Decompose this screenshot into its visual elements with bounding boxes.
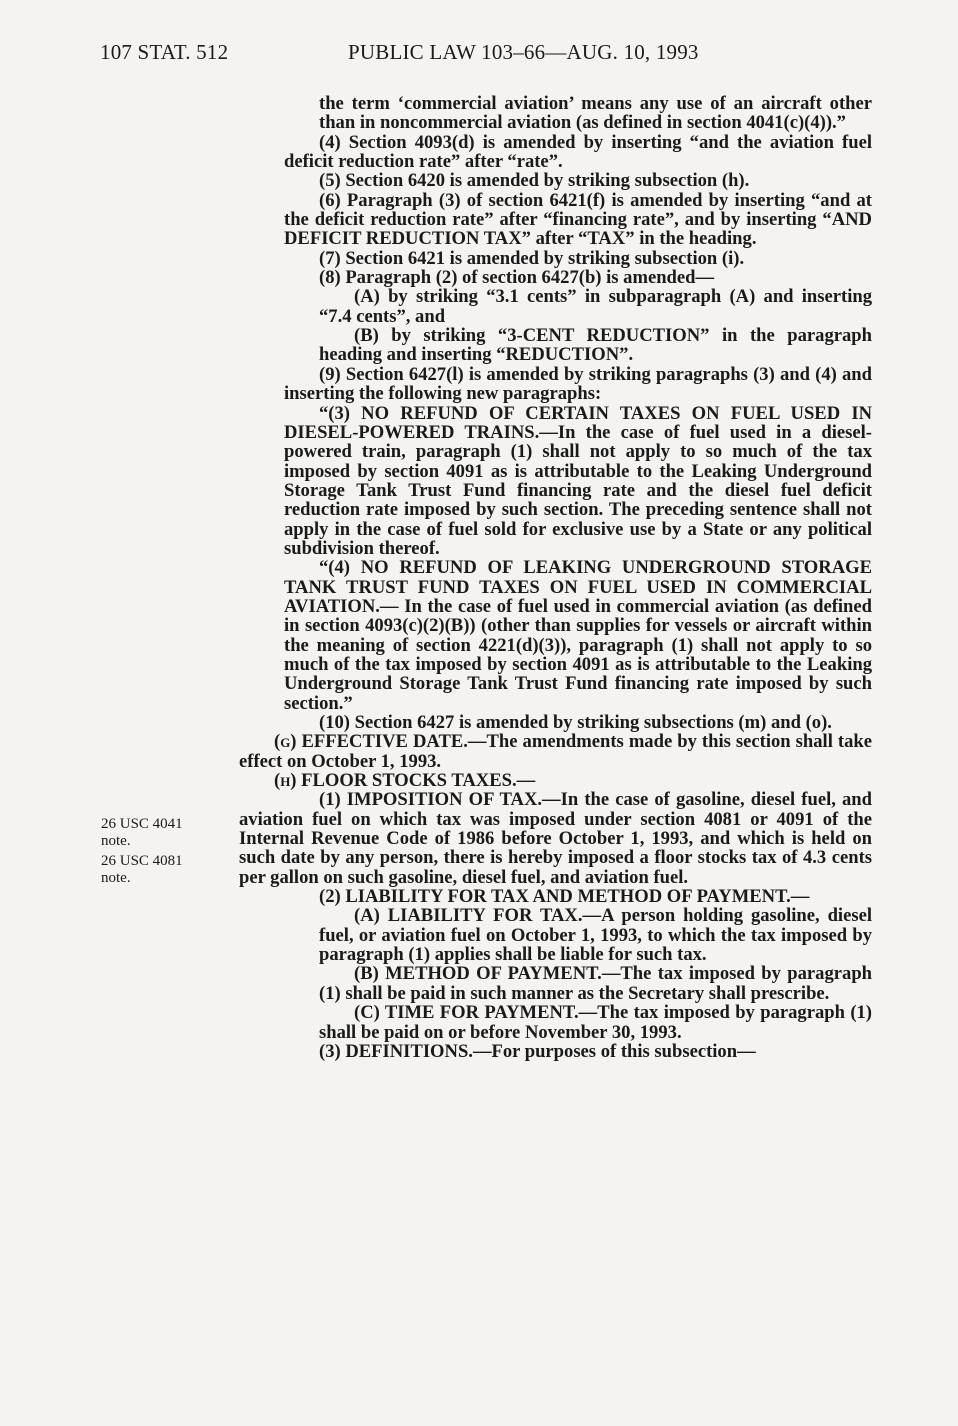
section-heading: (g) EFFECTIVE DATE. xyxy=(274,731,468,753)
paragraph: (6) Paragraph (3) of section 6421(f) is amended by inserting “and at the deficit reduction rate” after “financing rate”, and by inserting “AND DEFICIT REDUCTION TAX” after “TAX” in the heading. xyxy=(284,189,872,250)
quoted-paragraph: “(4) NO REFUND OF LEAKING UNDERGROUND STORAGE TANK TRUST FUND TAXES ON FUEL USED IN COMMERCIAL AVIATION.— In the case of fuel used in commercial aviation (as defined in section 4093(c)(2)(B)) (other than supplies for vessels or aircraft within the meaning of section 4221(d)(3)), paragraph (1) shall not apply to so much of the tax imposed by section 4091 as is attributable to the Leaking Underground Storage Tank Trust Fund financing rate imposed by such section.” xyxy=(284,557,872,714)
paragraph: (10) Section 6427 is amended by striking subsections (m) and (o). xyxy=(319,712,832,733)
paragraph: (2) LIABILITY FOR TAX AND METHOD OF PAYMENT.— xyxy=(319,886,810,908)
subparagraph: (A) LIABILITY FOR TAX.—A person holding gasoline, diesel fuel, or aviation fuel on October 1, 1993, to which the tax imposed by paragraph (1) applies shall be liable for such tax. xyxy=(319,905,872,966)
paragraph: (9) Section 6427(l) is amended by striking paragraphs (3) and (4) and inserting the following new paragraphs: xyxy=(284,363,872,405)
subsection-heading: (h) FLOOR STOCKS TAXES.— xyxy=(274,770,536,792)
paragraph-heading: “(4) NO REFUND OF LEAKING UNDERGROUND STORAGE TANK TRUST FUND TAXES ON FUEL USED IN COMMERCIAL AVIATION. xyxy=(284,557,872,617)
paragraph-heading: (1) IMPOSITION OF TAX. xyxy=(319,789,543,811)
stat-reference: 107 STAT. 512 xyxy=(100,40,229,64)
paragraph: the term ‘commercial aviation’ means any use of an aircraft other than in noncommercial aviation (as defined in section 4041(c)(4)).” xyxy=(319,93,872,134)
document-body xyxy=(239,93,872,1062)
paragraph: (5) Section 6420 is amended by striking subsection (h). xyxy=(319,170,750,192)
margin-note-4041: 26 USC 4041 note. xyxy=(101,816,183,849)
paragraph-heading: (C) TIME FOR PAYMENT. xyxy=(354,1002,579,1024)
public-law-title: PUBLIC LAW 103–66—AUG. 10, 1993 xyxy=(348,40,699,64)
paragraph: (8) Paragraph (2) of section 6427(b) is amended— xyxy=(319,267,715,289)
subsection: (g) EFFECTIVE DATE.—The amendments made by this section shall take effect on October 1, 1993. xyxy=(239,731,872,772)
paragraph: (1) IMPOSITION OF TAX.—In the case of gasoline, diesel fuel, and aviation fuel on which tax was imposed under section 4081 or 4091 of the Internal Revenue Code of 1986 before October 1, 1993, and which is held on such date by any person, there is hereby imposed a floor stocks tax of 4.3 cents per gallon on such gasoline, diesel fuel, and aviation fuel. xyxy=(239,789,872,888)
paragraph: (7) Section 6421 is amended by striking subsection (i). xyxy=(319,247,745,269)
subparagraph: (C) TIME FOR PAYMENT.—The tax imposed by paragraph (1) shall be paid on or before November 30, 1993. xyxy=(319,1002,872,1043)
paragraph-heading: (A) LIABILITY FOR TAX. xyxy=(354,905,583,927)
subparagraph: (A) by striking “3.1 cents” in subparagraph (A) and inserting “7.4 cents”, and xyxy=(319,286,872,327)
paragraph-heading: (3) DEFINITIONS. xyxy=(319,1040,473,1062)
paragraph: (4) Section 4093(d) is amended by inserting “and the aviation fuel deficit reduction rate” after “rate”. xyxy=(284,131,872,173)
paragraph-heading: “(3) NO REFUND OF CERTAIN TAXES ON FUEL USED IN DIESEL-POWERED TRAINS. xyxy=(284,402,872,443)
paragraph: (3) DEFINITIONS.—For purposes of this subsection— xyxy=(319,1040,756,1062)
subparagraph: (B) METHOD OF PAYMENT.—The tax imposed by paragraph (1) shall be paid in such manner as the Secretary shall prescribe. xyxy=(319,963,872,1004)
margin-note-4081: 26 USC 4081 note. xyxy=(101,853,183,886)
paragraph-heading: (B) METHOD OF PAYMENT. xyxy=(354,963,602,985)
quoted-paragraph: “(3) NO REFUND OF CERTAIN TAXES ON FUEL USED IN DIESEL-POWERED TRAINS.—In the case of fuel used in a diesel-powered train, paragraph (1) shall not apply to so much of the tax imposed by section 4091 as is attributable to the Leaking Underground Storage Tank Trust Fund financing rate and the diesel fuel deficit reduction rate imposed by such section. The preceding sentence shall not apply in the case of fuel sold for exclusive use by a State or any political subdivision thereof. xyxy=(284,402,872,559)
subparagraph: (B) by striking “3-CENT REDUCTION” in the paragraph heading and inserting “REDUCTION”. xyxy=(319,325,872,366)
